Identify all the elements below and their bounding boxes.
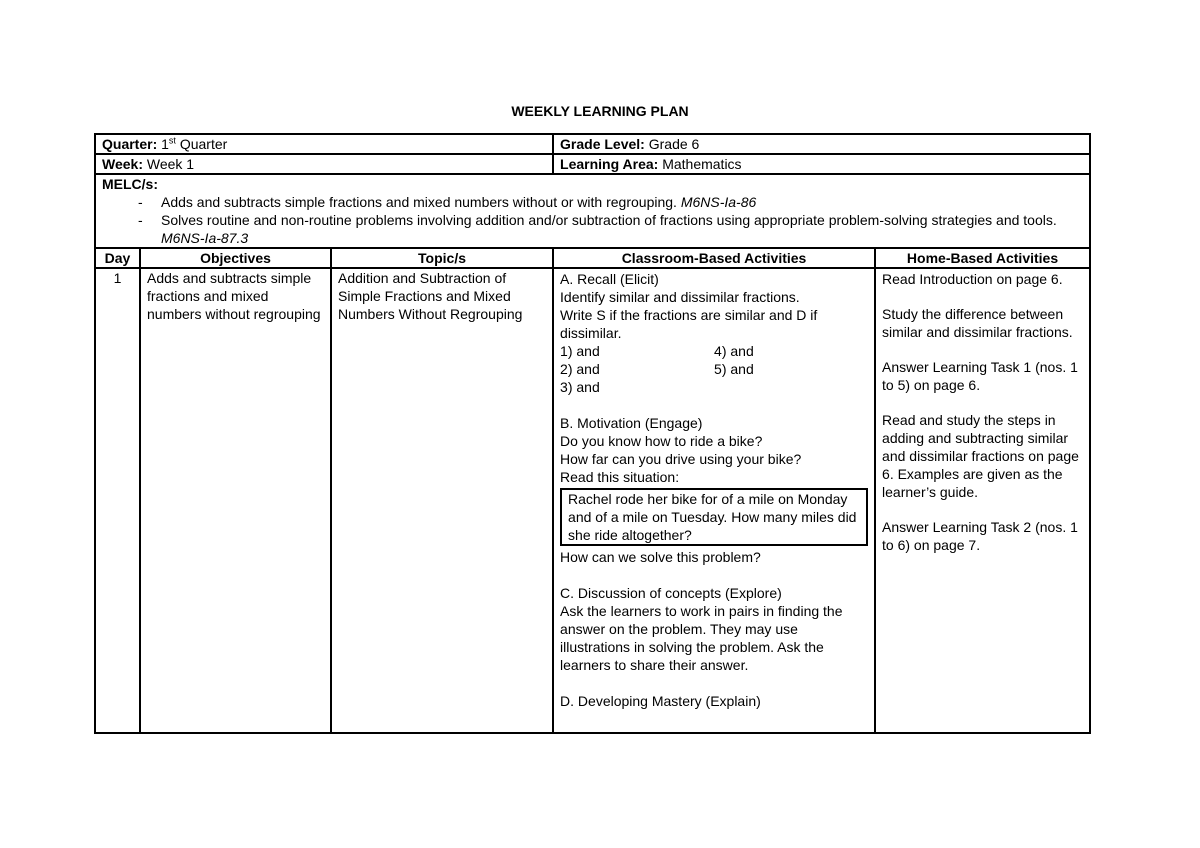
col-day-header: Day	[95, 248, 140, 268]
recall-item: 2) and	[560, 361, 600, 377]
learning-area-value: Mathematics	[658, 156, 742, 172]
mastery-heading: D. Developing Mastery (Explain)	[560, 693, 761, 709]
learning-area-cell	[553, 154, 1090, 174]
day-cell: 1	[95, 268, 140, 733]
solve-question: How can we solve this problem?	[560, 549, 761, 565]
home-cell	[875, 268, 1090, 733]
melc-code: M6NS-Ia-86	[680, 194, 757, 210]
objectives-cell: Adds and subtracts simple fractions and mixed numbers without regrouping	[140, 268, 331, 733]
col-classroom-header: Classroom-Based Activities	[553, 248, 875, 268]
recall-item: 4) and	[714, 343, 754, 359]
home-paragraph: Answer Learning Task 2 (nos. 1 to 6) on page 7.	[882, 519, 1078, 553]
grade-cell	[553, 134, 1090, 154]
quarter-label: Quarter:	[102, 136, 158, 152]
motivation-question: How far can you drive using your bike?	[560, 451, 802, 467]
recall-line: Write S if the fractions are similar and D if dissimilar.	[560, 307, 818, 341]
recall-item: 3) and	[560, 379, 600, 395]
recall-item: 5) and	[714, 361, 754, 377]
melc-item	[126, 193, 1083, 211]
week-label: Week:	[102, 156, 143, 172]
recall-items-row	[560, 342, 868, 360]
discussion-heading: C. Discussion of concepts (Explore)	[560, 585, 782, 601]
quarter-value: 1	[161, 136, 169, 152]
home-paragraph: Read and study the steps in adding and subtracting similar and dissimilar fractions on page 6. Examples are given as the learner’s guide.	[882, 412, 1079, 500]
grade-value: Grade 6	[644, 136, 700, 152]
col-home-header: Home-Based Activities	[875, 248, 1090, 268]
week-cell	[95, 154, 553, 174]
col-objectives-header: Objectives	[140, 248, 331, 268]
melc-label: MELC/s:	[102, 176, 158, 192]
grade-label: Grade Level:	[560, 136, 645, 152]
home-paragraph: Study the difference between similar and dissimilar fractions.	[882, 306, 1073, 340]
melc-list	[102, 193, 1083, 247]
week-value: Week 1	[142, 156, 195, 172]
motivation-question: Read this situation:	[560, 469, 680, 485]
situation-box: Rachel rode her bike for of a mile on Monday and of a mile on Tuesday. How many miles did she ride altogether?	[560, 488, 868, 546]
melc-text: Solves routine and non-routine problems involving addition and/or subtraction of fractions using appropriate problem-solving strategies and tools.	[161, 212, 1057, 228]
home-paragraph: Read Introduction on page 6.	[882, 271, 1063, 287]
classroom-cell	[553, 268, 875, 733]
recall-line: Identify similar and dissimilar fractions.	[560, 289, 800, 305]
quarter-suffix: Quarter	[175, 136, 228, 152]
weekly-plan-table	[94, 133, 1091, 734]
col-topics-header: Topic/s	[331, 248, 553, 268]
melc-code: M6NS-Ia-87.3	[161, 230, 249, 246]
home-paragraph: Answer Learning Task 1 (nos. 1 to 5) on page 6.	[882, 359, 1078, 393]
column-header-row	[95, 248, 1090, 268]
melc-row	[95, 174, 1090, 248]
melc-text: Adds and subtracts simple fractions and mixed numbers without or with regrouping.	[161, 194, 681, 210]
quarter-ordinal: st	[168, 135, 176, 146]
quarter-grade-row	[95, 134, 1090, 154]
discussion-text: Ask the learners to work in pairs in finding the answer on the problem. They may use illustrations in solving the problem. Ask the learners to share their answer.	[560, 603, 843, 673]
week-area-row	[95, 154, 1090, 174]
topics-cell: Addition and Subtraction of Simple Fractions and Mixed Numbers Without Regrouping	[331, 268, 553, 733]
learning-area-label: Learning Area:	[560, 156, 659, 172]
quarter-cell	[95, 134, 553, 154]
motivation-heading: B. Motivation (Engage)	[560, 415, 703, 431]
recall-item: 1) and	[560, 343, 600, 359]
document-title: WEEKLY LEARNING PLAN	[511, 103, 689, 119]
motivation-question: Do you know how to ride a bike?	[560, 433, 763, 449]
recall-items-row	[560, 360, 868, 378]
melc-cell	[95, 174, 1090, 248]
recall-heading: A. Recall (Elicit)	[560, 271, 659, 287]
melc-item	[126, 211, 1083, 247]
table-row	[95, 268, 1090, 733]
